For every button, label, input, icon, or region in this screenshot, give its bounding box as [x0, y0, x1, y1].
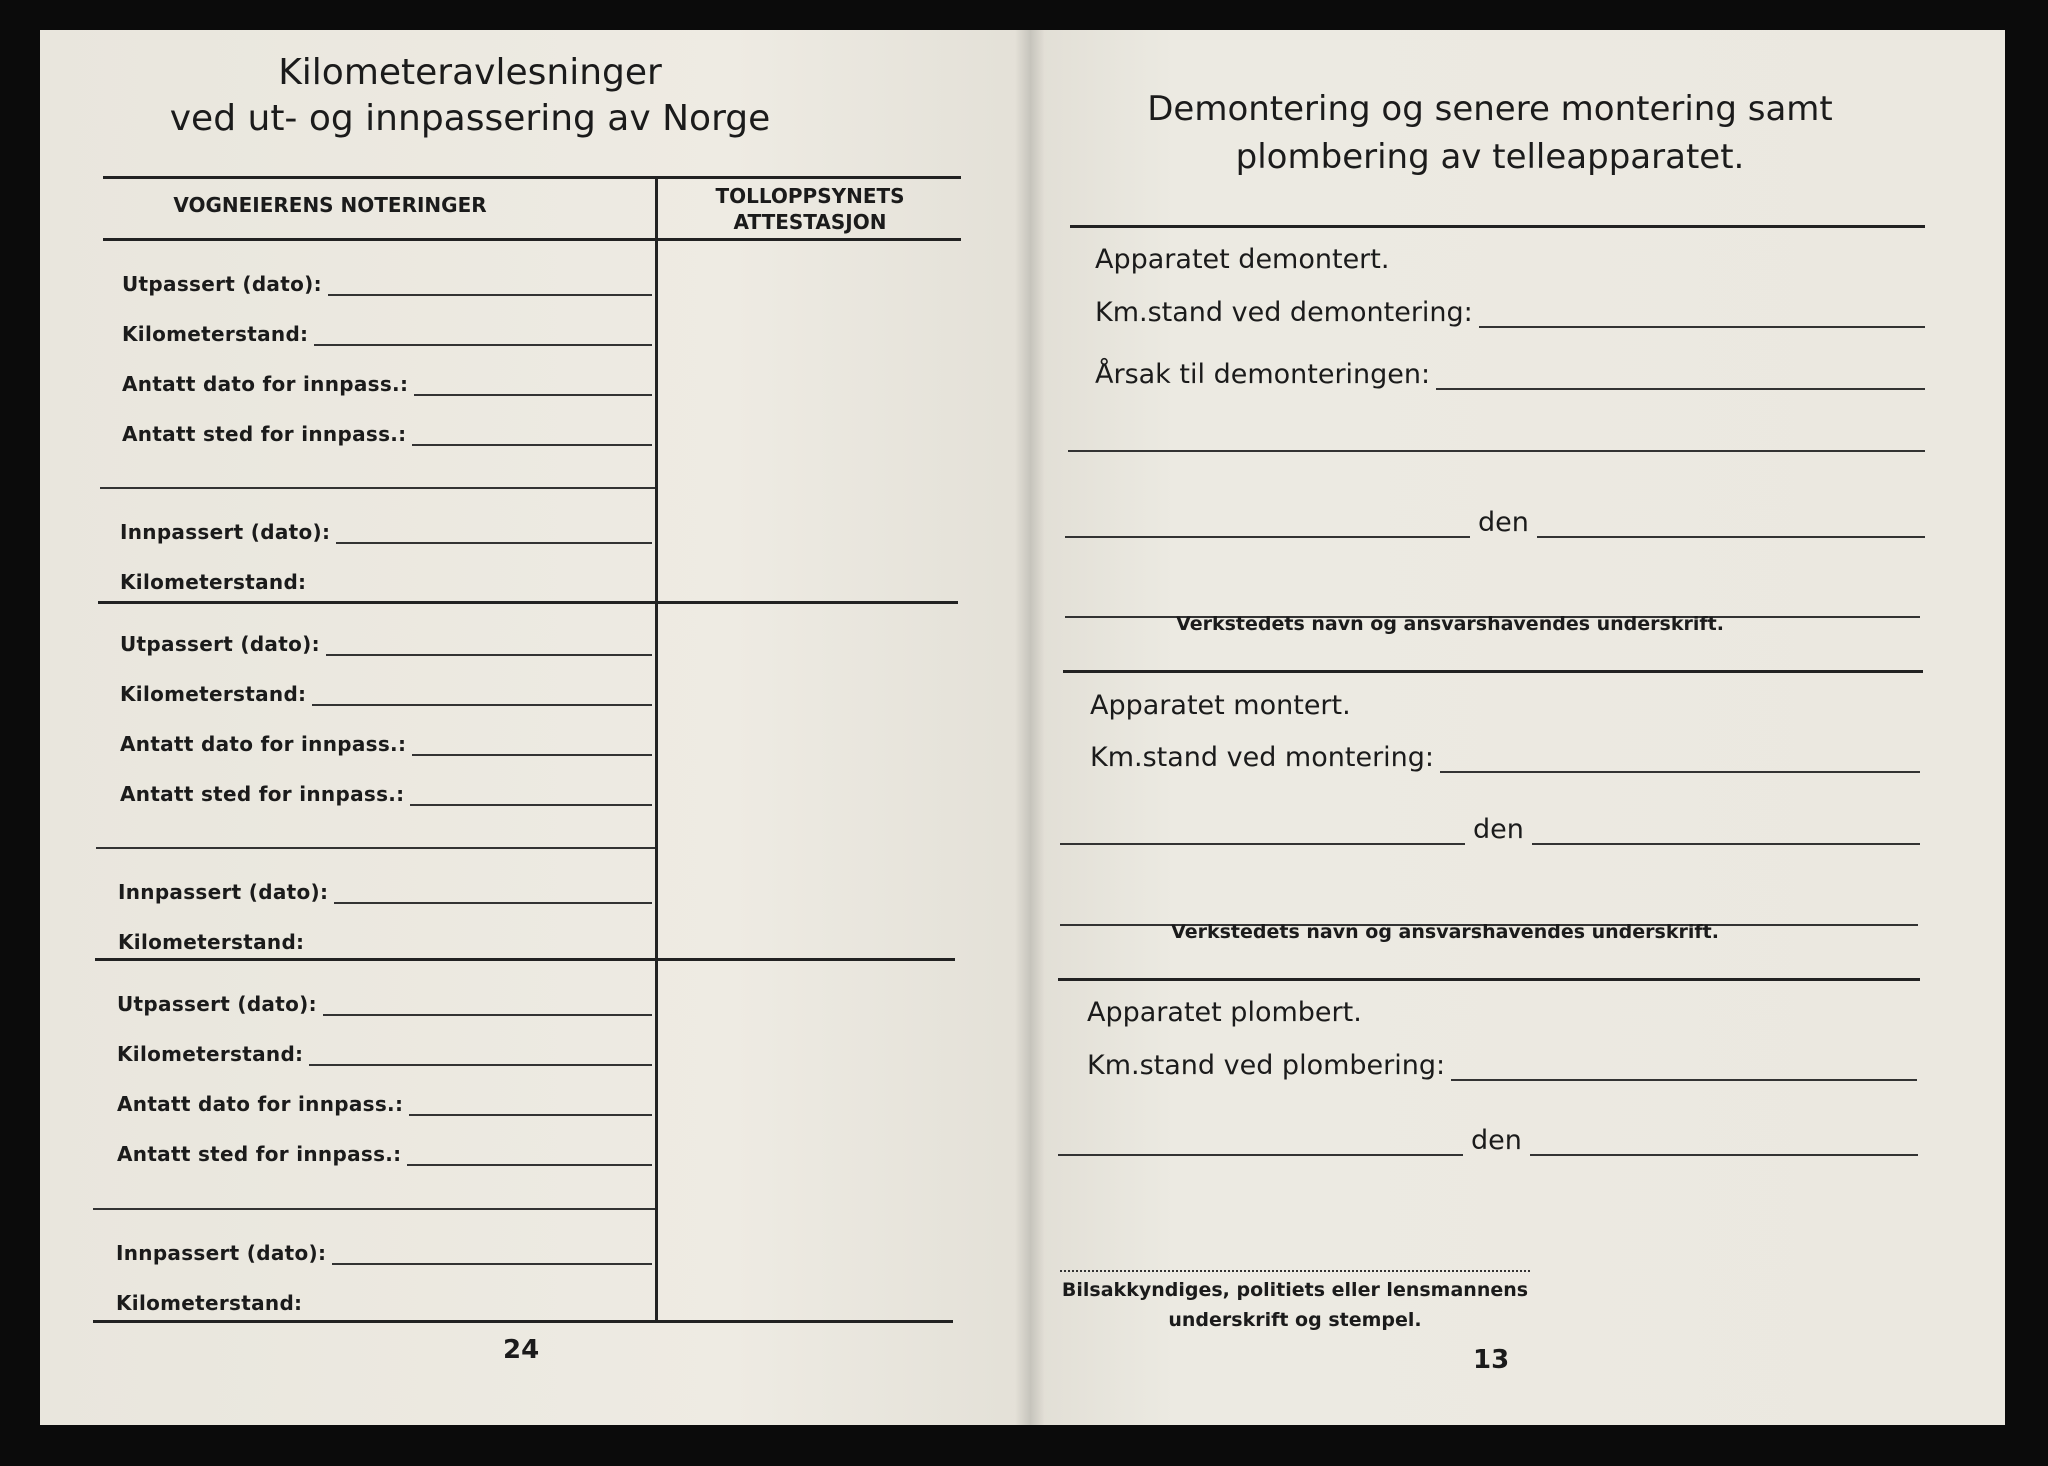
- left-title-line2: ved ut- og innpassering av Norge: [169, 98, 771, 139]
- form-row-antatt-sted[interactable]: [122, 414, 652, 446]
- arsak-extra-line: [1068, 450, 1925, 452]
- section-rule-3: [93, 1320, 953, 1323]
- field-kilometerstand[interactable]: [312, 682, 652, 706]
- field-date-3[interactable]: [1530, 1132, 1918, 1156]
- section-rule-1: [98, 601, 958, 604]
- label-arsak: Årsak til demonteringen:: [1095, 359, 1431, 390]
- form-row-kilometerstand[interactable]: [122, 314, 652, 346]
- form-row-antatt-dato[interactable]: [122, 364, 652, 396]
- form-row-utpassert[interactable]: [117, 984, 652, 1016]
- field-km-demontering[interactable]: [1479, 304, 1925, 328]
- apparatet-demontert: [1095, 237, 1695, 275]
- authority-line1: Bilsakkyndiges, politiets eller lensmannens: [1061, 1279, 1529, 1301]
- form-row-arsak[interactable]: [1095, 352, 1925, 390]
- workshop-caption-1: Verkstedets navn og ansvarshavendes underskrift.: [1176, 613, 1724, 635]
- header-bottom-rule: [103, 238, 961, 241]
- authority-signature-line[interactable]: [1060, 1270, 1530, 1272]
- form-row-kilometerstand[interactable]: [120, 674, 652, 706]
- authority-caption: [1040, 1275, 1550, 1335]
- label-montert: Apparatet montert.: [1090, 690, 1351, 721]
- label-antatt-dato: Antatt dato for innpass.:: [122, 372, 409, 396]
- authority-line2: underskrift og stempel.: [1168, 1309, 1422, 1331]
- label-utpassert: Utpassert (dato):: [117, 992, 317, 1016]
- form-row-den-3[interactable]: [1058, 1118, 1918, 1156]
- header-top-rule: [103, 176, 961, 179]
- block-separator: [96, 847, 655, 849]
- block-separator: [100, 487, 655, 489]
- field-arsak[interactable]: [1436, 366, 1925, 390]
- customs-header-line1: TOLLOPPSYNETS: [715, 184, 905, 208]
- field-date-1[interactable]: [1537, 514, 1925, 538]
- label-kilometerstand: Kilometerstand:: [118, 930, 305, 954]
- label-antatt-dato: Antatt dato for innpass.:: [120, 732, 407, 756]
- field-place-1[interactable]: [1065, 514, 1470, 538]
- customs-column-header: [665, 183, 955, 235]
- form-row-utpassert[interactable]: [122, 264, 652, 296]
- field-innpassert[interactable]: [334, 880, 652, 904]
- field-kilometerstand[interactable]: [309, 1042, 652, 1066]
- label-antatt-dato: Antatt dato for innpass.:: [117, 1092, 404, 1116]
- field-utpassert[interactable]: [323, 992, 652, 1016]
- apparatet-plombert: [1087, 990, 1687, 1028]
- left-page-number: 24: [503, 1335, 540, 1365]
- owner-column-header: VOGNEIERENS NOTERINGER: [173, 193, 487, 217]
- label-kilometerstand: Kilometerstand:: [116, 1291, 303, 1315]
- customs-header-line2: ATTESTASJON: [733, 210, 887, 234]
- binding-gutter: [1015, 30, 1045, 1425]
- label-innpassert: Innpassert (dato):: [118, 880, 329, 904]
- right-title-line2: plombering av telleapparatet.: [1235, 137, 1745, 177]
- form-row-kilometerstand[interactable]: [118, 922, 652, 954]
- label-kilometerstand: Kilometerstand:: [120, 570, 307, 594]
- block-separator: [93, 1208, 655, 1210]
- label-km-montering: Km.stand ved montering:: [1090, 742, 1435, 773]
- right-section-rule-2: [1058, 978, 1920, 981]
- right-page-title: [1100, 85, 1880, 181]
- form-row-utpassert[interactable]: [120, 624, 652, 656]
- form-row-den-2[interactable]: [1060, 807, 1920, 845]
- label-utpassert: Utpassert (dato):: [120, 632, 320, 656]
- field-kilometerstand[interactable]: [314, 322, 652, 346]
- column-divider: [655, 178, 658, 1320]
- label-kilometerstand: Kilometerstand:: [117, 1042, 304, 1066]
- form-row-innpassert[interactable]: [118, 872, 652, 904]
- section-rule-2: [95, 958, 955, 961]
- field-date-2[interactable]: [1532, 821, 1920, 845]
- form-row-antatt-sted[interactable]: [117, 1134, 652, 1166]
- label-km-plombering: Km.stand ved plombering:: [1087, 1050, 1446, 1081]
- label-demontert: Apparatet demontert.: [1095, 244, 1390, 275]
- label-den-2: den: [1473, 814, 1524, 845]
- field-antatt-dato[interactable]: [412, 732, 652, 756]
- label-km-demontering: Km.stand ved demontering:: [1095, 297, 1473, 328]
- right-title-line1: Demontering og senere montering samt: [1147, 89, 1833, 129]
- label-antatt-sted: Antatt sted for innpass.:: [122, 422, 407, 446]
- label-utpassert: Utpassert (dato):: [122, 272, 322, 296]
- form-row-innpassert[interactable]: [116, 1233, 652, 1265]
- field-antatt-sted[interactable]: [412, 422, 652, 446]
- left-title-line1: Kilometeravlesninger: [278, 52, 662, 93]
- right-header-rule: [1070, 225, 1925, 228]
- form-row-km-plombering[interactable]: [1087, 1043, 1917, 1081]
- form-row-den-1[interactable]: [1065, 500, 1925, 538]
- field-km-plombering[interactable]: [1451, 1057, 1917, 1081]
- form-row-kilometerstand[interactable]: [117, 1034, 652, 1066]
- field-utpassert[interactable]: [328, 272, 652, 296]
- form-row-kilometerstand[interactable]: [120, 562, 652, 594]
- label-antatt-sted: Antatt sted for innpass.:: [120, 782, 405, 806]
- field-innpassert[interactable]: [332, 1241, 652, 1265]
- field-kilometerstand[interactable]: [312, 572, 652, 594]
- label-kilometerstand: Kilometerstand:: [120, 682, 307, 706]
- label-antatt-sted: Antatt sted for innpass.:: [117, 1142, 402, 1166]
- form-row-antatt-dato[interactable]: [117, 1084, 652, 1116]
- field-kilometerstand[interactable]: [310, 932, 652, 954]
- field-antatt-sted[interactable]: [410, 782, 652, 806]
- form-row-antatt-sted[interactable]: [120, 774, 652, 806]
- label-den-3: den: [1471, 1125, 1522, 1156]
- label-plombert: Apparatet plombert.: [1087, 997, 1362, 1028]
- field-kilometerstand[interactable]: [308, 1293, 652, 1315]
- field-place-2[interactable]: [1060, 821, 1465, 845]
- right-page-number: 13: [1473, 1345, 1510, 1375]
- label-innpassert: Innpassert (dato):: [116, 1241, 327, 1265]
- field-utpassert[interactable]: [326, 632, 652, 656]
- right-section-rule-1: [1063, 670, 1923, 673]
- form-row-km-demontering[interactable]: [1095, 290, 1925, 328]
- field-innpassert[interactable]: [336, 520, 652, 544]
- field-antatt-dato[interactable]: [414, 372, 652, 396]
- apparatet-montert: [1090, 683, 1690, 721]
- label-innpassert: Innpassert (dato):: [120, 520, 331, 544]
- form-row-innpassert[interactable]: [120, 512, 652, 544]
- label-kilometerstand: Kilometerstand:: [122, 322, 309, 346]
- field-antatt-dato[interactable]: [409, 1092, 652, 1116]
- workshop-caption-2: Verkstedets navn og ansvarshavendes underskrift.: [1171, 921, 1719, 943]
- form-row-km-montering[interactable]: [1090, 735, 1920, 773]
- form-row-kilometerstand[interactable]: [116, 1283, 652, 1315]
- form-row-antatt-dato[interactable]: [120, 724, 652, 756]
- label-den-1: den: [1478, 507, 1529, 538]
- field-antatt-sted[interactable]: [407, 1142, 652, 1166]
- left-page-title: [130, 50, 810, 142]
- field-km-montering[interactable]: [1440, 749, 1920, 773]
- field-place-3[interactable]: [1058, 1132, 1463, 1156]
